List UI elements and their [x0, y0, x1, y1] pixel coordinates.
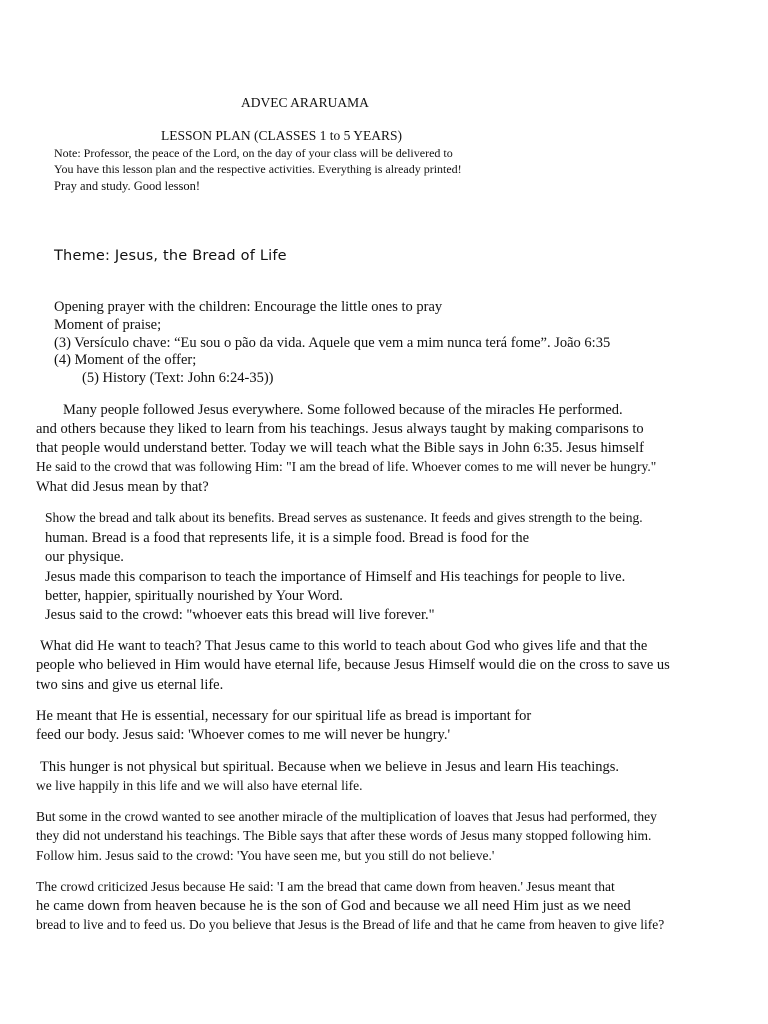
agenda-item: (4) Moment of the offer;: [54, 352, 197, 368]
paragraph-line: Show the bread and talk about its benefits. Bread serves as sustenance. It feeds and gives strength to the being.: [45, 510, 643, 525]
paragraph-line: human. Bread is a food that represents life, it is a simple food. Bread is food for the: [45, 530, 530, 546]
paragraph-line: What did He want to teach? That Jesus came to this world to teach about God who gives life and that the: [40, 638, 648, 654]
paragraph-line: we live happily in this life and we will also have eternal life.: [36, 778, 363, 793]
paragraph-line: The crowd criticized Jesus because He said: 'I am the bread that came down from heaven.' Jesus meant that: [36, 879, 615, 894]
paragraph-line: Follow him. Jesus said to the crowd: 'You have seen me, but you still do not believe.': [36, 848, 495, 863]
paragraph-line: they did not understand his teachings. The Bible says that after these words of Jesus many stopped following him.: [36, 828, 652, 843]
paragraph-line: and others because they liked to learn from his teachings. Jesus always taught by making comparisons to: [36, 421, 644, 437]
paragraph-line: two sins and give us eternal life.: [36, 677, 224, 693]
org-title: ADVEC ARARUAMA: [241, 95, 369, 110]
paragraph-line: He said to the crowd that was following Him: "I am the bread of life. Whoever comes to me will never be hungry.": [36, 459, 657, 474]
paragraph-line: Many people followed Jesus everywhere. Some followed because of the miracles He performed.: [63, 402, 623, 418]
lesson-plan-title: LESSON PLAN (CLASSES 1 to 5 YEARS): [161, 128, 403, 143]
paragraph-line: people who believed in Him would have eternal life, because Jesus Himself would die on the cross to save us: [36, 657, 670, 673]
paragraph-line: What did Jesus mean by that?: [36, 479, 209, 495]
paragraph-line: he came down from heaven because he is the son of God and because we all need Him just as we need: [36, 898, 631, 914]
paragraph-line: Jesus said to the crowd: "whoever eats this bread will live forever.": [45, 607, 435, 623]
agenda-item: (3) Versículo chave: “Eu sou o pão da vida. Aquele que vem a mim nunca terá fome”. João 6:35: [54, 335, 611, 351]
paragraph-line: But some in the crowd wanted to see another miracle of the multiplication of loaves that Jesus had performed, they: [36, 809, 657, 824]
paragraph-line: bread to live and to feed us. Do you believe that Jesus is the Bread of life and that he came from heaven to give life?: [36, 917, 665, 932]
paragraph-line: This hunger is not physical but spiritual. Because when we believe in Jesus and learn His teachings.: [40, 759, 620, 775]
paragraph-line: that people would understand better. Today we will teach what the Bible says in John 6:35. Jesus himself: [36, 440, 645, 456]
note-line-1: Note: Professor, the peace of the Lord, on the day of your class will be delivered to: [54, 146, 453, 160]
paragraph-line: feed our body. Jesus said: 'Whoever comes to me will never be hungry.': [36, 727, 451, 743]
paragraph-line: better, happier, spiritually nourished by Your Word.: [45, 588, 343, 604]
agenda-item: Moment of praise;: [54, 317, 162, 333]
agenda-item: Opening prayer with the children: Encourage the little ones to pray: [54, 299, 443, 315]
agenda-item: (5) History (Text: John 6:24-35)): [82, 370, 274, 386]
paragraph-line: He meant that He is essential, necessary for our spiritual life as bread is important for: [36, 708, 532, 724]
note-line-2: You have this lesson plan and the respective activities. Everything is already printed!: [54, 162, 462, 176]
paragraph-line: Jesus made this comparison to teach the importance of Himself and His teachings for people to live.: [45, 569, 626, 585]
note-line-3: Pray and study. Good lesson!: [54, 179, 201, 193]
paragraph-line: our physique.: [45, 549, 124, 565]
theme-heading: Theme: Jesus, the Bread of Life: [54, 248, 287, 264]
